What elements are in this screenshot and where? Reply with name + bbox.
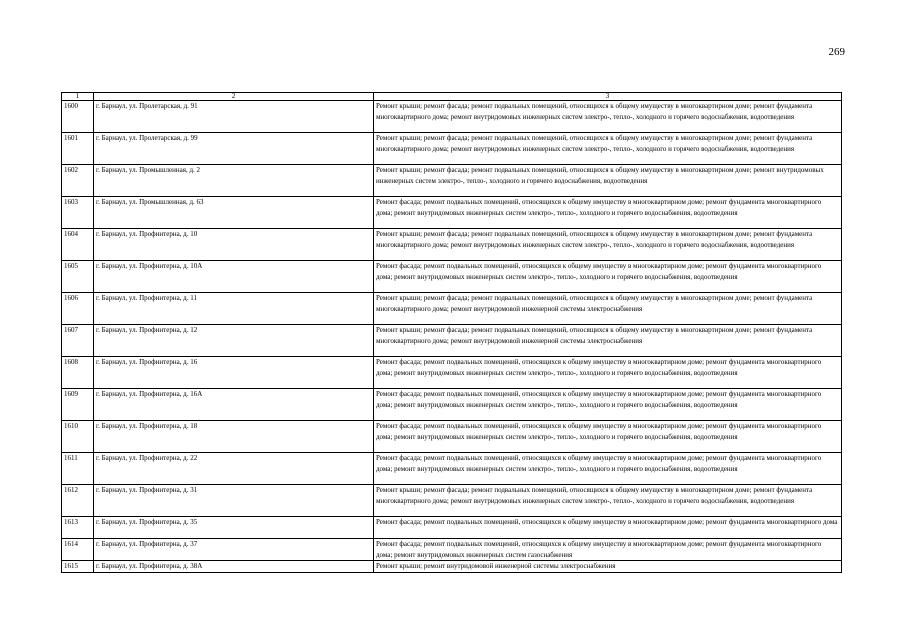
row-works: Ремонт фасада; ремонт подвальных помещений, относящихся к общему имуществу в многоквартирном доме; ремонт фундамента многоквартирного дома; ремонт внутридомовых инженерных систем электро-, тепло-, холодного и горячего водоснабжения, водоотведения xyxy=(374,421,842,453)
table-row xyxy=(62,165,842,197)
row-number: 1600 xyxy=(62,101,94,133)
row-works: Ремонт фасада; ремонт подвальных помещений, относящихся к общему имуществу в многоквартирном доме; ремонт фундамента многоквартирного дома; ремонт внутридомовых инженерных систем электро-, тепло-, холодного и горячего водоснабжения, водоотведения xyxy=(374,453,842,485)
table-row xyxy=(62,357,842,389)
row-address: г. Барнаул, ул. Пролетарская, д. 99 xyxy=(94,133,374,165)
row-works: Ремонт фасада; ремонт подвальных помещений, относящихся к общему имуществу в многоквартирном доме; ремонт фундамента многоквартирного дома; ремонт внутридомовых инженерных систем электро-, тепло-, холодного и горячего водоснабжения, водоотведения xyxy=(374,261,842,293)
table-row xyxy=(62,539,842,561)
table-row xyxy=(62,561,842,573)
row-number: 1613 xyxy=(62,517,94,539)
table-row xyxy=(62,453,842,485)
row-address: г. Барнаул, ул. Промышленная, д. 63 xyxy=(94,197,374,229)
row-address: г. Барнаул, ул. Профинтерна, д. 16 xyxy=(94,357,374,389)
row-number: 1608 xyxy=(62,357,94,389)
row-number: 1610 xyxy=(62,421,94,453)
row-number: 1606 xyxy=(62,293,94,325)
row-works: Ремонт крыши; ремонт фасада; ремонт подвальных помещений, относящихся к общему имуществу в многоквартирном доме; ремонт внутридомовых инженерных систем электро-, тепло-, холодного и горячего водоснабжения, водоотведения xyxy=(374,165,842,197)
row-works: Ремонт крыши; ремонт внутридомовой инженерной системы электроснабжения xyxy=(374,561,842,573)
table-row xyxy=(62,133,842,165)
row-works: Ремонт крыши; ремонт фасада; ремонт подвальных помещений, относящихся к общему имуществу в многоквартирном доме; ремонт фундамента многоквартирного дома; ремонт внутридомовых инженерных систем электро-, тепло-, холодного и горячего водоснабжения, водоотведения xyxy=(374,101,842,133)
row-address: г. Барнаул, ул. Профинтерна, д. 10А xyxy=(94,261,374,293)
column-header-2: 2 xyxy=(94,93,374,101)
row-number: 1609 xyxy=(62,389,94,421)
row-address: г. Барнаул, ул. Профинтерна, д. 11 xyxy=(94,293,374,325)
row-address: г. Барнаул, ул. Профинтерна, д. 10 xyxy=(94,229,374,261)
table-row xyxy=(62,261,842,293)
table-row xyxy=(62,325,842,357)
table-row xyxy=(62,197,842,229)
row-address: г. Барнаул, ул. Профинтерна, д. 16А xyxy=(94,389,374,421)
row-address: г. Барнаул, ул. Профинтерна, д. 38А xyxy=(94,561,374,573)
row-address: г. Барнаул, ул. Промышленная, д. 2 xyxy=(94,165,374,197)
table-row xyxy=(62,293,842,325)
row-address: г. Барнаул, ул. Профинтерна, д. 35 xyxy=(94,517,374,539)
row-number: 1604 xyxy=(62,229,94,261)
row-number: 1605 xyxy=(62,261,94,293)
row-number: 1603 xyxy=(62,197,94,229)
row-works: Ремонт фасада; ремонт подвальных помещений, относящихся к общему имуществу в многоквартирном доме; ремонт фундамента многоквартирного дома; ремонт внутридомовых инженерных систем электро-, тепло-, холодного и горячего водоснабжения, водоотведения xyxy=(374,389,842,421)
row-address: г. Барнаул, ул. Пролетарская, д. 91 xyxy=(94,101,374,133)
row-address: г. Барнаул, ул. Профинтерна, д. 37 xyxy=(94,539,374,561)
row-address: г. Барнаул, ул. Профинтерна, д. 18 xyxy=(94,421,374,453)
row-address: г. Барнаул, ул. Профинтерна, д. 12 xyxy=(94,325,374,357)
row-number: 1614 xyxy=(62,539,94,561)
table-header-row xyxy=(62,93,842,101)
table-row xyxy=(62,517,842,539)
row-works: Ремонт фасада; ремонт подвальных помещений, относящихся к общему имуществу в многоквартирном доме; ремонт фундамента многоквартирного дома xyxy=(374,517,842,539)
row-works: Ремонт крыши; ремонт фасада; ремонт подвальных помещений, относящихся к общему имуществу в многоквартирном доме; ремонт фундамента многоквартирного дома; ремонт внутридомовой инженерной системы электроснабжения xyxy=(374,293,842,325)
row-works: Ремонт фасада; ремонт подвальных помещений, относящихся к общему имуществу в многоквартирном доме; ремонт фундамента многоквартирного дома; ремонт внутридомовых инженерных систем газоснабжения xyxy=(374,539,842,561)
row-address: г. Барнаул, ул. Профинтерна, д. 22 xyxy=(94,453,374,485)
row-address: г. Барнаул, ул. Профинтерна, д. 31 xyxy=(94,485,374,517)
row-number: 1612 xyxy=(62,485,94,517)
table-row xyxy=(62,229,842,261)
row-number: 1602 xyxy=(62,165,94,197)
table-row xyxy=(62,421,842,453)
table-row xyxy=(62,101,842,133)
row-works: Ремонт фасада; ремонт подвальных помещений, относящихся к общему имуществу в многоквартирном доме; ремонт фундамента многоквартирного дома; ремонт внутридомовых инженерных систем электро-, тепло-, холодного и горячего водоснабжения, водоотведения xyxy=(374,197,842,229)
repair-works-table xyxy=(61,92,842,573)
page-number: 269 xyxy=(828,46,845,58)
row-number: 1615 xyxy=(62,561,94,573)
row-works: Ремонт крыши; ремонт фасада; ремонт подвальных помещений, относящихся к общему имуществу в многоквартирном доме; ремонт фундамента многоквартирного дома; ремонт внутридомовых инженерных систем электро-, тепло-, холодного и горячего водоснабжения, водоотведения xyxy=(374,229,842,261)
table-row xyxy=(62,389,842,421)
row-works: Ремонт крыши; ремонт фасада; ремонт подвальных помещений, относящихся к общему имуществу в многоквартирном доме; ремонт фундамента многоквартирного дома; ремонт внутридомовых инженерных систем электро-, тепло-, холодного и горячего водоснабжения, водоотведения xyxy=(374,485,842,517)
row-number: 1611 xyxy=(62,453,94,485)
column-header-3: 3 xyxy=(374,93,842,101)
row-works: Ремонт крыши; ремонт фасада; ремонт подвальных помещений, относящихся к общему имуществу в многоквартирном доме; ремонт фундамента многоквартирного дома; ремонт внутридомовых инженерных систем электро-, тепло-, холодного и горячего водоснабжения, водоотведения xyxy=(374,133,842,165)
row-works: Ремонт крыши; ремонт фасада; ремонт подвальных помещений, относящихся к общему имуществу в многоквартирном доме; ремонт фундамента многоквартирного дома; ремонт внутридомовой инженерной системы электроснабжения xyxy=(374,325,842,357)
row-number: 1607 xyxy=(62,325,94,357)
table-row xyxy=(62,485,842,517)
row-works: Ремонт фасада; ремонт подвальных помещений, относящихся к общему имуществу в многоквартирном доме; ремонт фундамента многоквартирного дома; ремонт внутридомовых инженерных систем электро-, тепло-, холодного и горячего водоснабжения, водоотведения xyxy=(374,357,842,389)
column-header-1: 1 xyxy=(62,93,94,101)
row-number: 1601 xyxy=(62,133,94,165)
